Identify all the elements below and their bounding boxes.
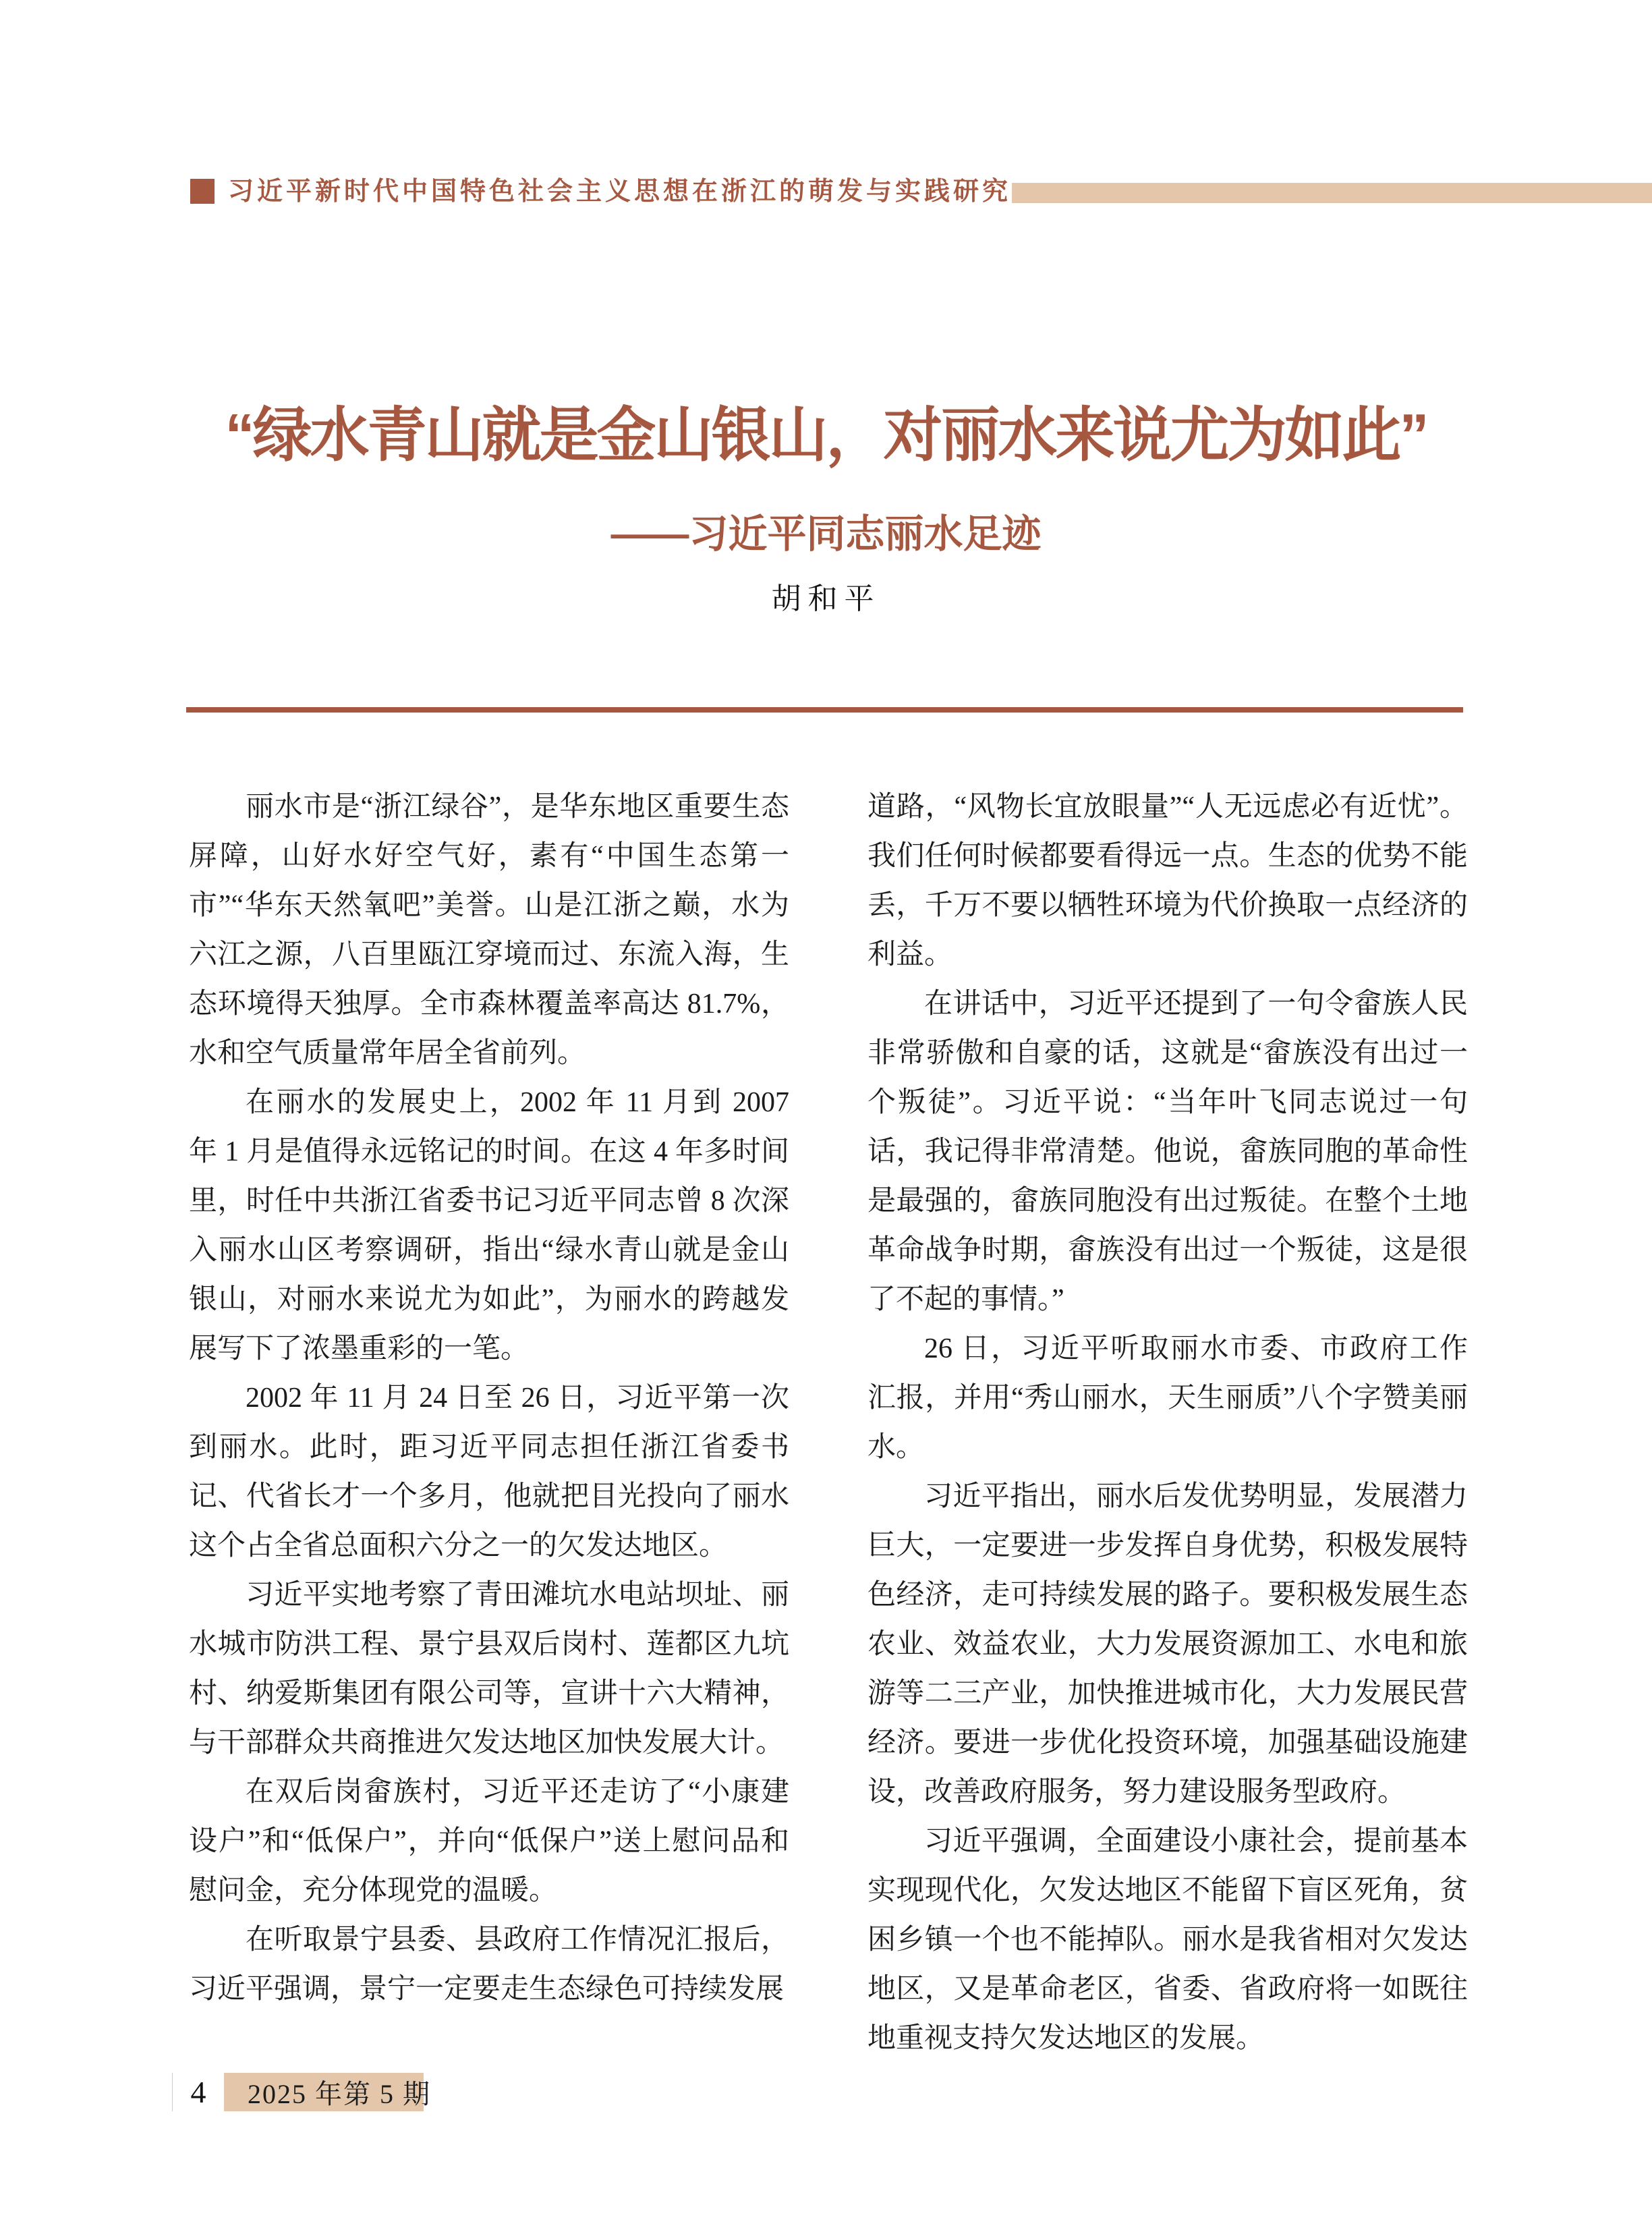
issue-label: 2025 年第 5 期 <box>248 2079 431 2109</box>
title-divider-rule <box>186 707 1463 713</box>
body-paragraph: 习近平实地考察了青田滩坑水电站坝址、丽水城市防洪工程、景宁县双后岗村、莲都区九坑村、纳爱斯集团有限公司等，宣讲十六大精神，与干部群众共商推进欠发达地区加快发展大计。 <box>189 1580 789 1758</box>
header-decor-bar <box>1012 183 1652 203</box>
article-author: 胡和平 <box>771 582 881 615</box>
article-body <box>189 783 1468 2063</box>
footer-band <box>172 2073 431 2111</box>
article-title: “绿水青山就是金山银山，对丽水来说尤为如此” <box>225 401 1427 468</box>
body-paragraph: 在讲话中，习近平还提到了一句令畲族人民非常骄傲和自豪的话，这就是“畲族没有出过一个叛徒”。习近平说：“当年叶飞同志说过一句话，我记得非常清楚。他说，畲族同胞的革命性是最强的，畲族同胞没有出过叛徒。在整个土地革命战争时期，畲族没有出过一个叛徒，这是很了不起的事情。” <box>867 989 1468 1315</box>
body-paragraph: 习近平强调，全面建设小康社会，提前基本实现现代化，欠发达地区不能留下盲区死角，贫困乡镇一个也不能掉队。丽水是我省相对欠发达地区，又是革命老区，省委、省政府将一如既往地重视支持欠发达地区的发展。 <box>867 1826 1468 2054</box>
section-marker-icon <box>190 179 215 204</box>
body-paragraph: 在丽水的发展史上，2002 年 11 月到 2007 年 1 月是值得永远铭记的时间。在这 4 年多时间里，时任中共浙江省委书记习近平同志曾 8 次深入丽水山区考察调研，指出“绿水青山就是金山银山，对丽水来说尤为如此”，为丽水的跨越发展写下了浓墨重彩的一笔。 <box>189 1087 789 1364</box>
page-number-box <box>173 2071 224 2113</box>
right-column <box>867 783 1468 2063</box>
body-paragraph: 在双后岗畲族村，习近平还走访了“小康建设户”和“低保户”，并向“低保户”送上慰问品和慰问金，充分体现党的温暖。 <box>189 1777 789 1906</box>
section-title: 习近平新时代中国特色社会主义思想在浙江的萌发与实践研究 <box>228 177 1012 206</box>
body-paragraph: 在听取景宁县委、县政府工作情况汇报后，习近平强调，景宁一定要走生态绿色可持续发展 <box>189 1924 789 2005</box>
body-paragraph: 2002 年 11 月 24 日至 26 日，习近平第一次到丽水。此时，距习近平同志担任浙江省委书记、代省长才一个多月，他就把目光投向了丽水这个占全省总面积六分之一的欠发达地区。 <box>189 1383 789 1561</box>
page-number: 4 <box>190 2075 206 2109</box>
left-column <box>189 783 789 2063</box>
article-subtitle: ——习近平同志丽水足迹 <box>610 512 1042 556</box>
body-paragraph: 道路，“风物长宜放眼量”“人无远虑必有近忧”。我们任何时候都要看得远一点。生态的优势不能丢，千万不要以牺牲环境为代价换取一点经济的利益。 <box>867 791 1468 970</box>
body-paragraph: 习近平指出，丽水后发优势明显，发展潜力巨大，一定要进一步发挥自身优势，积极发展特色经济，走可持续发展的路子。要积极发展生态农业、效益农业，大力发展资源加工、水电和旅游等二三产业，加快推进城市化，大力发展民营经济。要进一步优化投资环境，加强基础设施建设，改善政府服务，努力建设服务型政府。 <box>867 1481 1468 1808</box>
body-paragraph: 26 日，习近平听取丽水市委、市政府工作汇报，并用“秀山丽水，天生丽质”八个字赞美丽水。 <box>867 1333 1468 1463</box>
body-paragraph: 丽水市是“浙江绿谷”，是华东地区重要生态屏障，山好水好空气好，素有“中国生态第一市”“华东天然氧吧”美誉。山是江浙之巅，水为六江之源，八百里瓯江穿境而过、东流入海，生态环境得天独厚。全市森林覆盖率高达 81.7%，水和空气质量常年居全省前列。 <box>189 791 789 1069</box>
